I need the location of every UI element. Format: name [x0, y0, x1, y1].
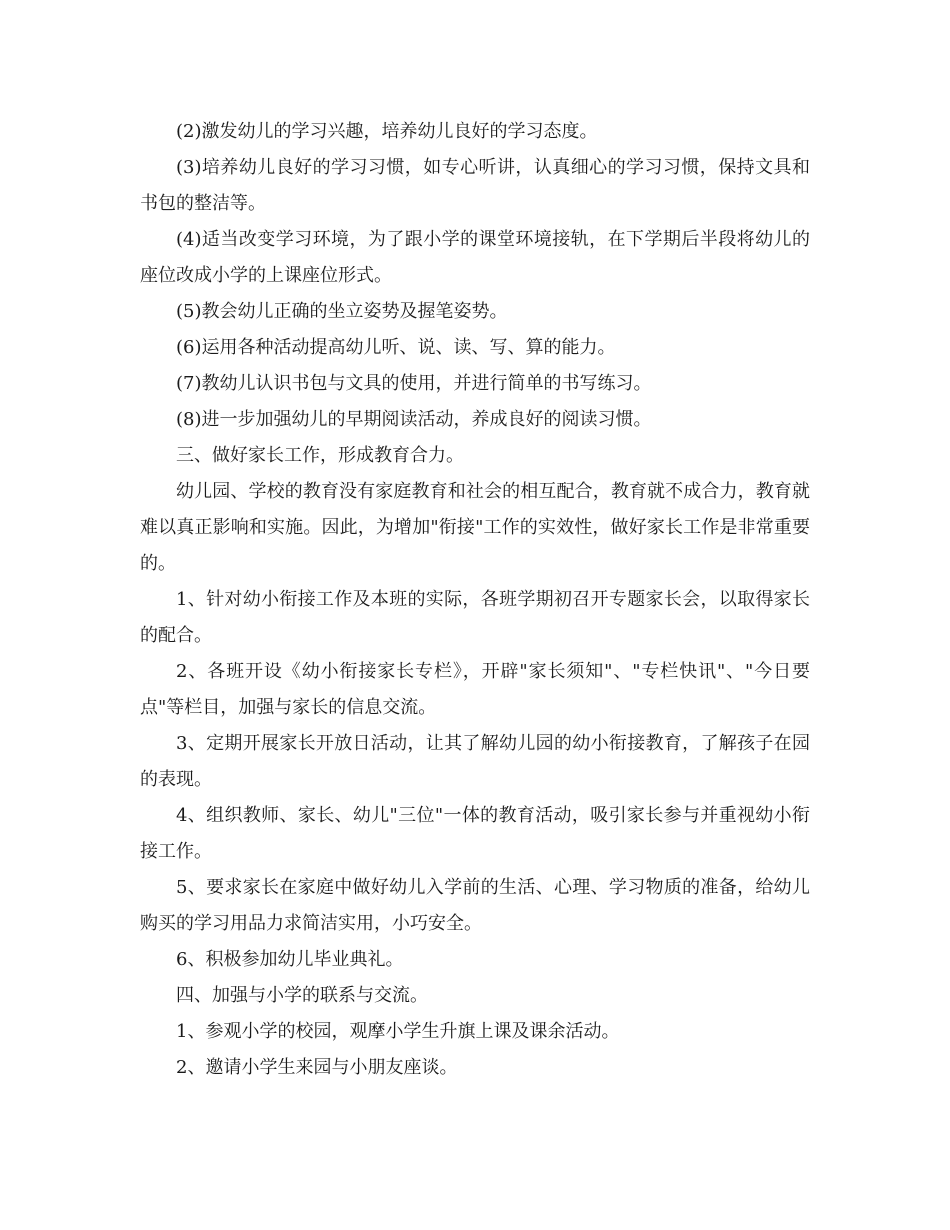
paragraph-school-item-1: 1、参观小学的校园，观摩小学生升旗上课及课余活动。	[176, 1021, 620, 1042]
paragraph-parent-item-1: 1、针对幼小衔接工作及本班的实际，各班学期初召开专题家长会，以取得家长的配合。	[140, 589, 810, 646]
paragraph-goal-3: (3)培养幼儿良好的学习习惯，如专心听讲，认真细心的学习习惯，保持文具和书包的整洁等。	[140, 157, 810, 214]
section-heading-3: 三、做好家长工作，形成教育合力。	[176, 445, 464, 466]
paragraph-goal-5: (5)教会幼儿正确的坐立姿势及握笔姿势。	[176, 301, 508, 322]
paragraph-parent-item-4: 4、组织教师、家长、幼儿"三位"一体的教育活动，吸引家长参与并重视幼小衔接工作。	[140, 805, 810, 862]
paragraph-parent-item-3: 3、定期开展家长开放日活动，让其了解幼儿园的幼小衔接教育，了解孩子在园的表现。	[140, 733, 810, 790]
paragraph-school-item-2: 2、邀请小学生来园与小朋友座谈。	[176, 1057, 458, 1078]
paragraph-goal-6: (6)运用各种活动提高幼儿听、说、读、写、算的能力。	[176, 337, 616, 358]
paragraph-parent-item-5: 5、要求家长在家庭中做好幼儿入学前的生活、心理、学习物质的准备，给幼儿购买的学习用品力求简洁实用，小巧安全。	[140, 877, 810, 934]
paragraph-goal-7: (7)教幼儿认识书包与文具的使用，并进行简单的书写练习。	[176, 373, 652, 394]
paragraph-goal-2: (2)激发幼儿的学习兴趣，培养幼儿良好的学习态度。	[176, 121, 598, 142]
section-heading-4: 四、加强与小学的联系与交流。	[176, 985, 428, 1006]
paragraph-goal-8: (8)进一步加强幼儿的早期阅读活动，养成良好的阅读习惯。	[176, 409, 652, 430]
paragraph-section-3-intro: 幼儿园、学校的教育没有家庭教育和社会的相互配合，教育就不成合力，教育就难以真正影响和实施。因此，为增加"衔接"工作的实效性，做好家长工作是非常重要的。	[140, 481, 810, 574]
document-body	[140, 114, 810, 1086]
paragraph-goal-4: (4)适当改变学习环境，为了跟小学的课堂环境接轨，在下学期后半段将幼儿的座位改成小学的上课座位形式。	[140, 229, 810, 286]
paragraph-parent-item-6: 6、积极参加幼儿毕业典礼。	[176, 949, 404, 970]
paragraph-parent-item-2: 2、各班开设《幼小衔接家长专栏》，开辟"家长须知"、"专栏快讯"、"今日要点"等栏目，加强与家长的信息交流。	[140, 661, 810, 718]
